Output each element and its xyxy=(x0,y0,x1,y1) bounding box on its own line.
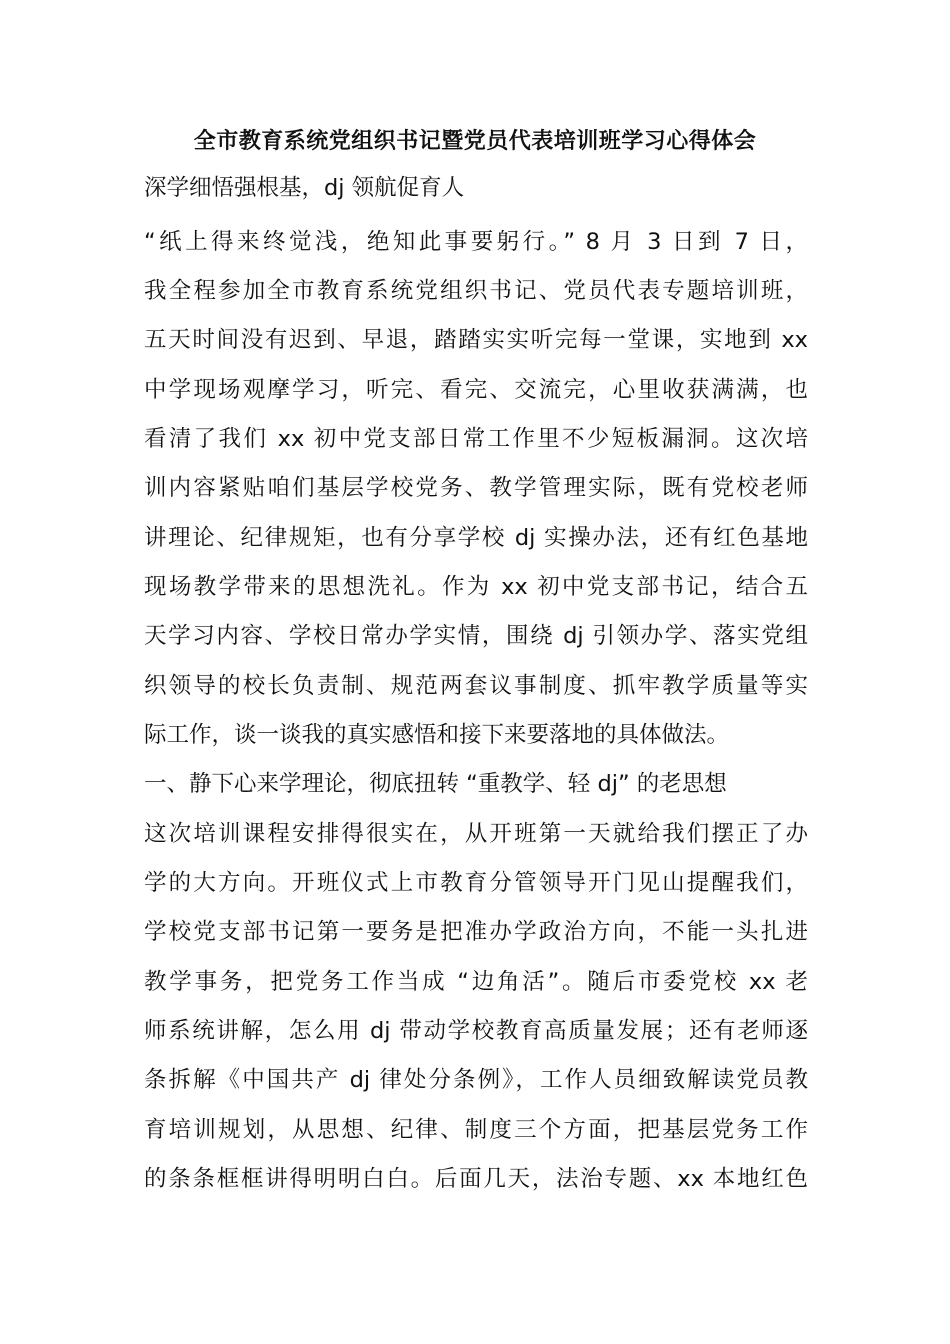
body-line-8: 现场教学带来的思想洗礼。作为 xx 初中党支部书记，结合五 xyxy=(144,574,808,600)
document-title: 全市教育系统党组织书记暨党员代表培训班学习心得体会 xyxy=(193,129,757,154)
body-line-11: 际工作，谈一谈我的真实感悟和接下来要落地的具体做法。 xyxy=(144,722,730,748)
body-line-17: 师系统讲解，怎么用 dj 带动学校教育高质量发展；还有老师逐 xyxy=(144,1018,808,1044)
body-line-13: 这次培训课程安排得很实在，从开班第一天就给我们摆正了办 xyxy=(144,821,808,847)
body-line-5: 看清了我们 xx 初中党支部日常工作里不少短板漏洞。这次培 xyxy=(144,426,808,452)
body-line-20: 的条条框框讲得明明白白。后面几天，法治专题、xx 本地红色 xyxy=(144,1166,808,1192)
body-line-7: 讲理论、纪律规矩，也有分享学校 dj 实操办法，还有红色基地 xyxy=(144,525,808,551)
body-line-19: 育培训规划，从思想、纪律、制度三个方面，把基层党务工作 xyxy=(144,1117,808,1143)
body-line-3: 五天时间没有迟到、早退，踏踏实实听完每一堂课，实地到 xx xyxy=(144,327,808,353)
body-line-14: 学的大方向。开班仪式上市教育分管领导开门见山提醒我们， xyxy=(144,870,808,896)
body-line-16: 教学事务，把党务工作当成 “边角活”。随后市委党校 xx 老 xyxy=(144,969,808,995)
body-line-1: “纸上得来终觉浅，绝知此事要躬行。” 8 月 3 日到 7 日， xyxy=(144,229,808,255)
subtitle-line: 深学细悟强根基，dj 领航促育人 xyxy=(144,175,465,201)
body-line-6: 训内容紧贴咱们基层学校党务、教学管理实际，既有党校老师 xyxy=(144,475,808,501)
body-line-18: 条拆解《中国共产 dj 律处分条例》，工作人员细致解读党员教 xyxy=(144,1067,808,1093)
body-line-4: 中学现场观摩学习，听完、看完、交流完，心里收获满满，也 xyxy=(144,377,808,403)
section-heading-1: 一、静下心来学理论，彻底扭转 “重教学、轻 dj” 的老思想 xyxy=(144,771,727,797)
body-line-2: 我全程参加全市教育系统党组织书记、党员代表专题培训班， xyxy=(144,278,808,304)
body-line-10: 织领导的校长负责制、规范两套议事制度、抓牢教学质量等实 xyxy=(144,673,808,699)
body-line-15: 学校党支部书记第一要务是把准办学政治方向，不能一头扎进 xyxy=(144,919,808,945)
body-line-9: 天学习内容、学校日常办学实情，围绕 dj 引领办学、落实党组 xyxy=(144,623,808,649)
